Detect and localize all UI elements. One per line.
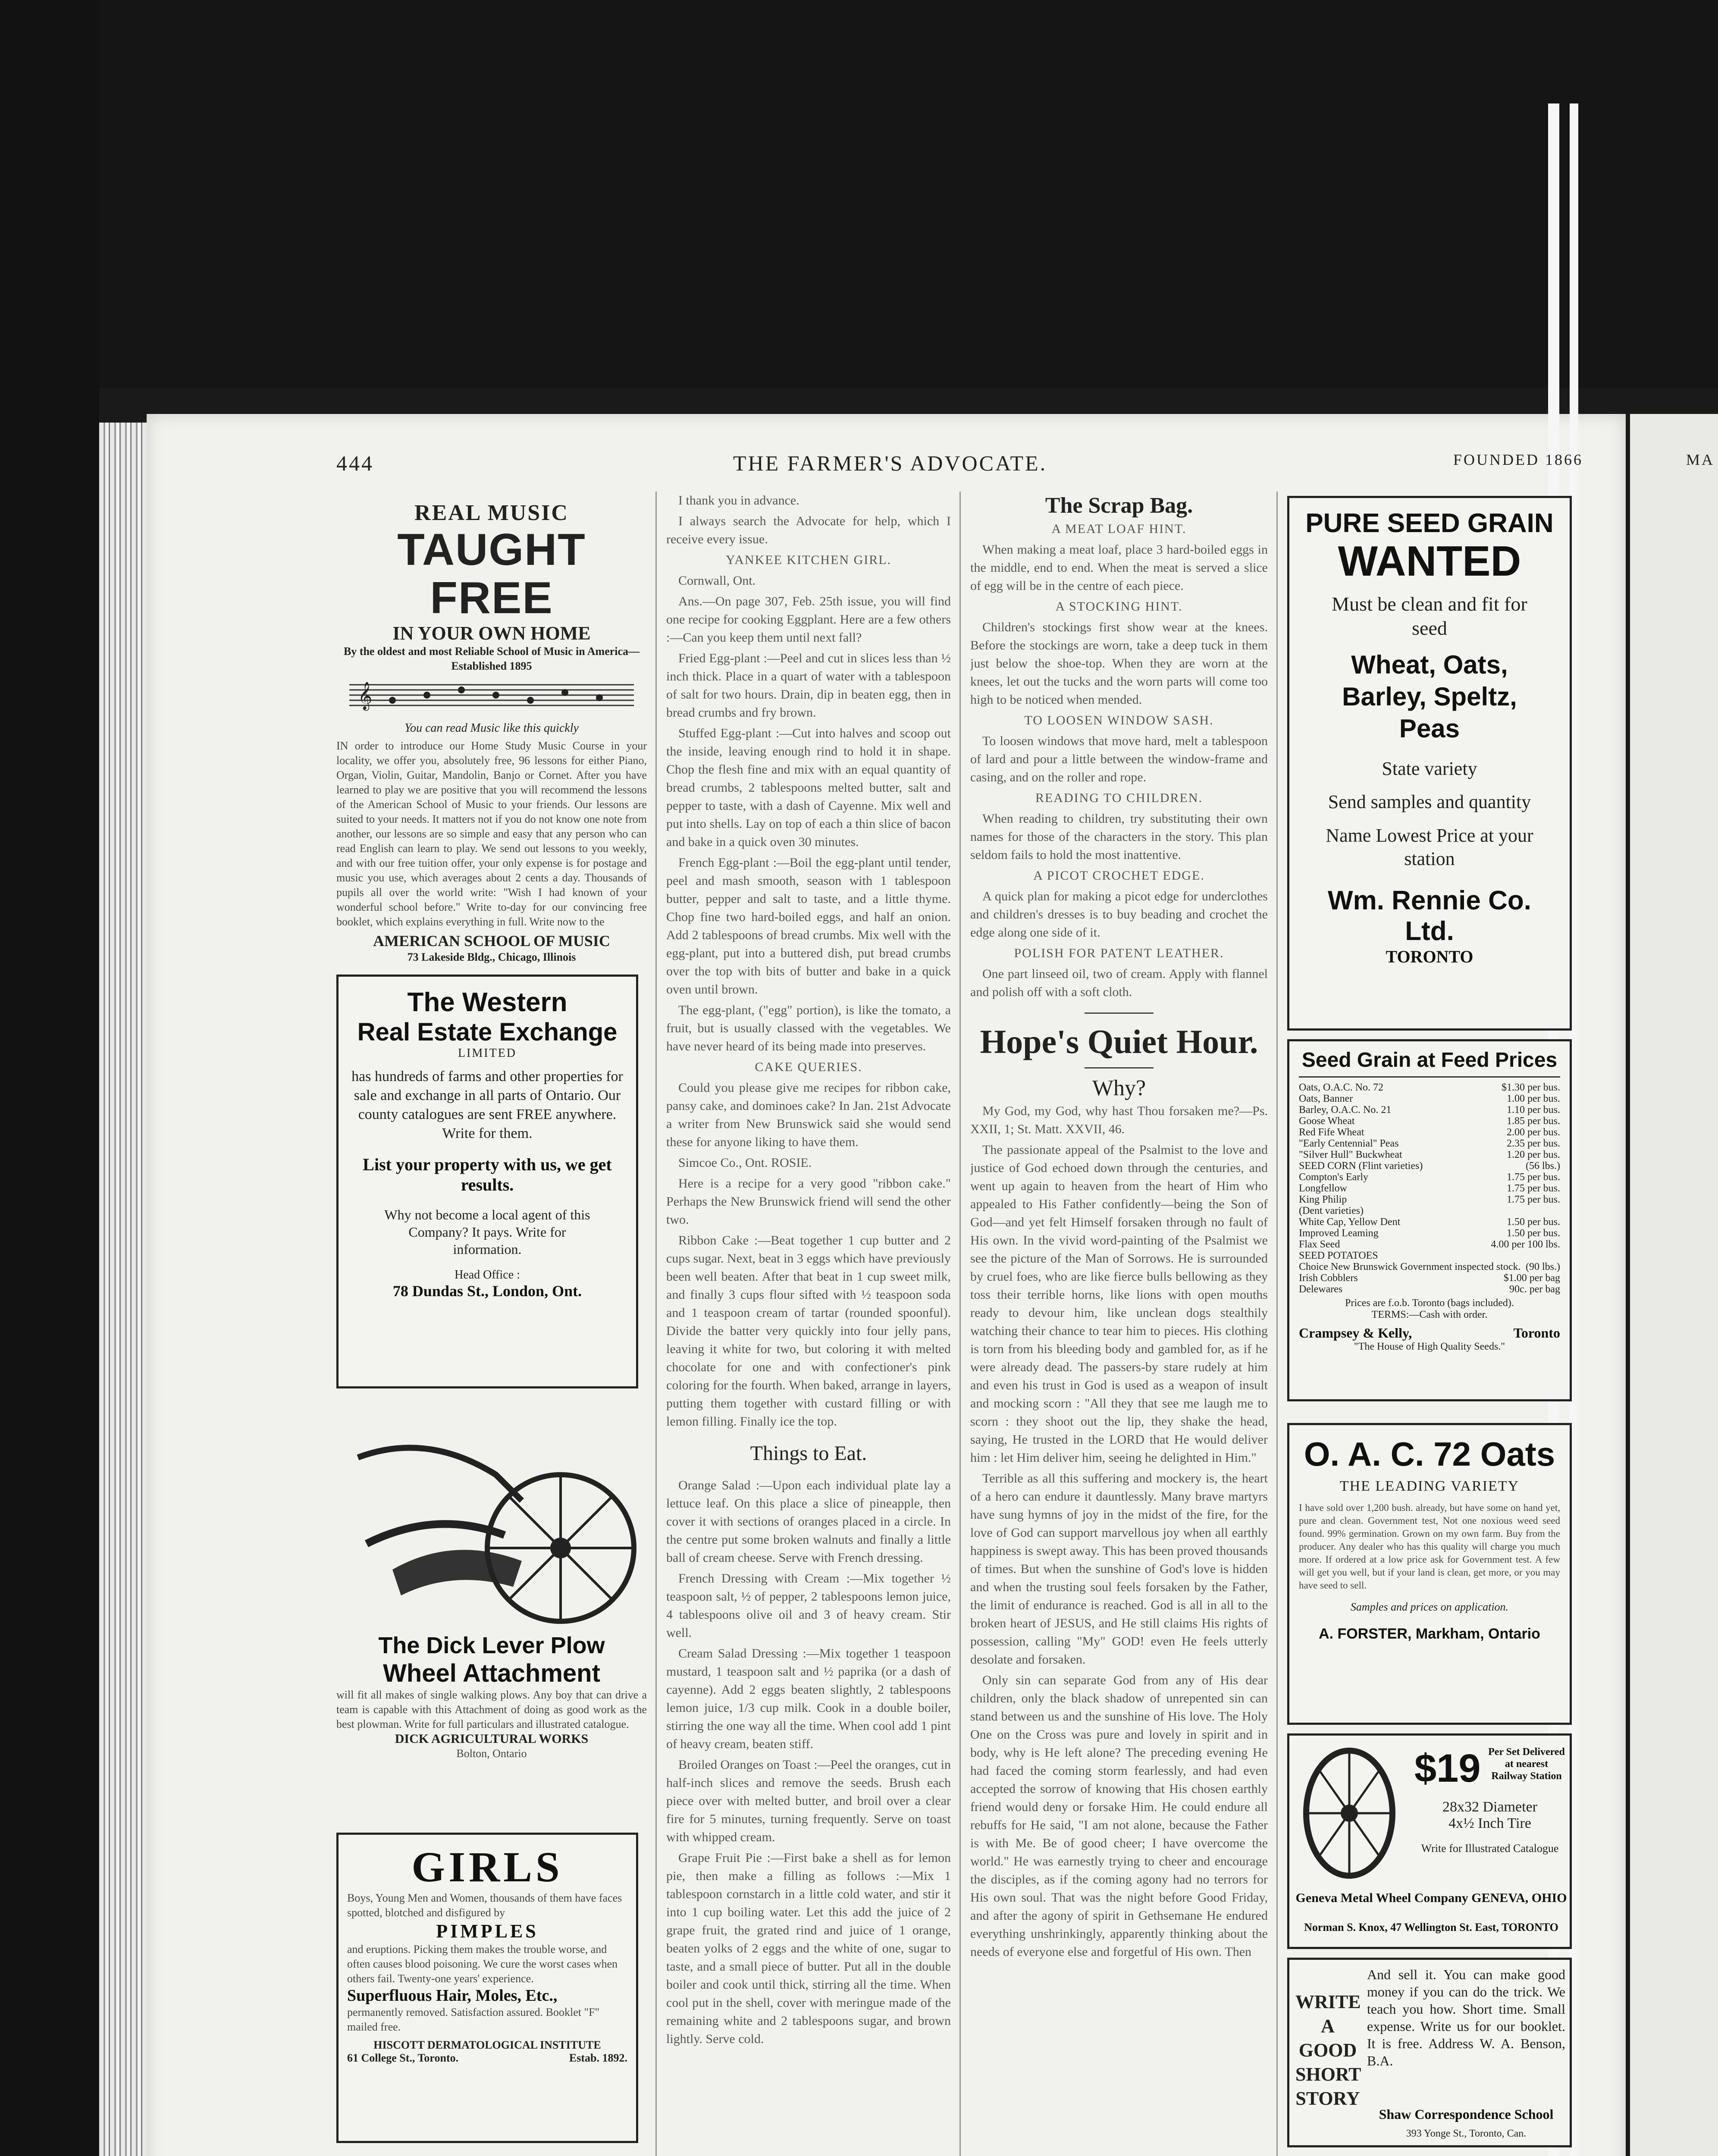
feed-prices-ad	[1287, 1039, 1572, 1401]
music-byline: By the oldest and most Reliable School of Music in America—Established 1895	[343, 645, 640, 672]
section-heading: CAKE QUERIES.	[755, 1060, 862, 1074]
hint-heading: A PICOT CROCHET EDGE.	[1033, 868, 1205, 883]
text-line: I thank you in advance.	[678, 493, 799, 508]
paragraph: Fried Egg-plant :—Peel and cut in slices less than ½ inch thick. Place in a quart of water with a tablespoon of salt for two hours. Drain, dip in beaten egg, then in bread crumbs and fry brown.	[666, 651, 951, 720]
feed-item-price: $1.30 per bus.	[1502, 1082, 1560, 1093]
feed-price-row	[1299, 1261, 1560, 1272]
paragraph: Stuffed Egg-plant :—Cut into halves and scoop out the inside, leaving enough rind to hold it in shape. Chop the flesh fine and mix with an equal quantity of bread crumbs, 2 tablespoons melted butter, salt and pepper to taste, with a dash of Cayenne. Mix well and put into shells. Lay on top of each a thin slice of bacon and bake in a quick oven 30 minutes.	[666, 726, 951, 849]
hint-body: One part linseed oil, two of cream. Apply with flannel and polish off with a soft cloth.	[970, 967, 1268, 999]
scrap-bag-heading: The Scrap Bag.	[1045, 493, 1193, 518]
feed-item-price: 2.00 per bus.	[1507, 1127, 1560, 1138]
feed-item-name: Goose Wheat	[1299, 1116, 1355, 1127]
realestate-ad	[336, 975, 638, 1388]
scan-background-left	[0, 0, 99, 2156]
realestate-title2: Real Estate Exchange	[357, 1018, 618, 1046]
feed-item-price: 1.50 per bus.	[1507, 1216, 1560, 1228]
paragraph: Simcoe Co., Ont. ROSIE.	[678, 1156, 812, 1170]
seed-grains: Wheat, Oats, Barley, Speltz, Peas	[1342, 650, 1517, 743]
plow-title1: The Dick Lever Plow	[378, 1633, 605, 1658]
girls-title: GIRLS	[411, 1843, 563, 1891]
wheel-spec2: 4x½ Inch Tire	[1448, 1815, 1531, 1831]
column-rule	[655, 492, 657, 2156]
hint-heading: POLISH FOR PATENT LEATHER.	[1014, 946, 1224, 960]
feed-item-name: Compton's Early	[1299, 1172, 1368, 1183]
feed-item-name: Red Fife Wheat	[1299, 1127, 1364, 1138]
realestate-limited: LIMITED	[458, 1047, 517, 1060]
seed-line4: Name Lowest Price at your station	[1326, 825, 1533, 869]
feed-item-name: Oats, O.A.C. No. 72	[1299, 1082, 1383, 1093]
recipes-column	[666, 492, 951, 2156]
feed-item-price: 1.00 per bus.	[1507, 1093, 1560, 1104]
music-body: IN order to introduce our Home Study Music Course in your locality, we offer you, absolutely free, 96 lessons for either Piano, Organ, Violin, Guitar, Mandolin, Banjo or Cornet. After you have learned to play we are positive that you will recommend the lessons of the American School of Music to your friends. Our lessons are suited to your needs. It matters not if you do not know one note from another, our lessons are so simple and easy that any person who can read English can learn to play. We send out lessons to you weekly, and with our free tuition offer, your only expense is for postage and music you use, which averages about 2 cents a day. Thousands of pupils all over the world write: "Wish I had known of your wonderful school before." Write to-day for our convincing free booklet, which explains everything in full. Write now to the	[336, 740, 647, 928]
paragraph: Ribbon Cake :—Beat together 1 cup butter and 2 cups sugar. Next, beat in 3 eggs which have previously been well beaten. After that beat in 1 cup sweet milk, and finally 3 cups flour sifted with ½ teaspoon soda and 1 teaspoon cream of tartar (rounded spoonful). Divide the batter very quickly into four jelly pans, leaving it white for two, but coloring it with melted chocolate for one and with confectioner's pink coloring for the fourth. When baked, arrange in layers, putting them together with custard filling or with lemon filling. Finally ice the top.	[666, 1233, 951, 1429]
realestate-title1: The Western	[407, 987, 567, 1017]
music-caption: You can read Music like this quickly	[404, 721, 579, 735]
paragraph: Terrible as all this suffering and mockery is, the heart of a hero can endure it dauntlessly. Many brave martyrs have sung hymns of joy in the midst of the fire, for the love of God can support marvellous joy when all earthly happiness is swept away. This has been proved thousands of times. But when the sunshine of God's love is hidden and when the trusting soul feels forsaken by the Father, the limit of endurance is reached. God is all in all to the broken heart of JESUS, and He still claims His rights of possession, calling "My" GOD! even He feels utterly desolate and forsaken.	[970, 1471, 1268, 1667]
hint-body: A quick plan for making a picot edge for underclothes and children's dresses is to buy beading and crochet the edge along one side of it.	[970, 889, 1268, 940]
music-headline: TAUGHT FREE	[397, 525, 586, 623]
feed-price-row	[1299, 1127, 1560, 1138]
feed-item-name: Improved Leaming	[1299, 1228, 1379, 1239]
story-address: 393 Yonge St., Toronto, Can.	[1406, 2128, 1527, 2139]
seed-title1: PURE SEED GRAIN	[1305, 508, 1554, 538]
hint-body: When making a meat loaf, place 3 hard-boiled eggs in the middle, end to end. When the meat is served a slice of egg will be in the centre of each piece.	[970, 542, 1268, 593]
paragraph: French Egg-plant :—Boil the egg-plant until tender, peel and mash smooth, season with 1 tablespoon butter, pepper and salt to taste, and a little thyme. Chop fine two hard-boiled eggs, and half an onion. Add 2 tablespoons of bread crumbs. Mix well with the egg-plant, put into a buttered dish, put bread crumbs over the top with bits of butter and bake in a quick oven until brown.	[666, 856, 951, 997]
seed-wanted-ad	[1287, 496, 1572, 1031]
feed-item-price: 1.75 per bus.	[1507, 1183, 1560, 1194]
letter-place: Cornwall, Ont.	[678, 573, 756, 588]
wheel-illustration	[1295, 1744, 1403, 1882]
feed-item-name: Barley, O.A.C. No. 21	[1299, 1104, 1392, 1116]
hint-body: To loosen windows that move hard, melt a tablespoon of lard and pour a little between the window-frame and casing, and on the roller and rope.	[970, 734, 1268, 784]
scan-background-top	[0, 0, 1718, 388]
music-address: 73 Lakeside Bldg., Chicago, Illinois	[407, 951, 576, 963]
realestate-body: has hundreds of farms and other properties for sale and exchange in all parts of Ontario. Our county catalogues are sent FREE anywhere. Write for them.	[351, 1069, 623, 1141]
girls-line3: permanently removed. Satisfaction assured. Booklet "F" mailed free.	[347, 2006, 600, 2033]
oac-body: I have sold over 1,200 bush. already, but have some on hand yet, pure and clean. Government test, Not one noxious weed seed found. 99% germination. Grown on my own farm. Buy from the producer. Any dealer who has this quality will charge you much more. If ordered at a low price ask for Government test. A few will get you well, but if your land is clean, get more, or you may have seed to sell.	[1299, 1502, 1560, 1591]
feed-price-row	[1299, 1194, 1560, 1205]
realestate-office: 78 Dundas St., London, Ont.	[392, 1282, 582, 1300]
paragraph: Could you please give me recipes for ribbon cake, pansy cake, and dominoes cake? In Jan. 21st Advocate a writer from New Brunswick said she would send these for anyone liking to have them.	[666, 1081, 951, 1149]
feed-item-name: SEED POTATOES	[1299, 1250, 1378, 1261]
plow-ad	[336, 1406, 647, 1761]
feed-item-price: 2.35 per bus.	[1507, 1138, 1560, 1149]
plow-illustration	[341, 1406, 643, 1630]
feed-item-name: Flax Seed	[1299, 1239, 1340, 1250]
realestate-cta: List your property with us, we get results.	[363, 1155, 612, 1194]
feed-item-name: "Early Centennial" Peas	[1299, 1138, 1399, 1149]
hint-body: When reading to children, try substituting their own names for those of the characters in the story. This plan seldom fails to hold the most inattentive.	[970, 812, 1268, 862]
seed-line1: Must be clean and fit for seed	[1332, 593, 1527, 639]
girls-line1: Boys, Young Men and Women, thousands of them have faces spotted, blotched and disfigured by	[347, 1892, 622, 1919]
hint-heading: A STOCKING HINT.	[1055, 599, 1183, 614]
page-number: 444	[336, 451, 374, 475]
feed-motto: "The House of High Quality Seeds."	[1354, 1341, 1505, 1352]
feed-item-price: (90 lbs.)	[1526, 1261, 1560, 1272]
story-word: A	[1321, 2015, 1335, 2037]
story-word: GOOD	[1298, 2040, 1357, 2061]
next-page-strip	[1630, 414, 1718, 2156]
hint-heading: A MEAT LOAF HINT.	[1051, 522, 1187, 536]
feed-note2: TERMS:—Cash with order.	[1371, 1309, 1488, 1320]
feed-item-price: (56 lbs.)	[1526, 1160, 1560, 1172]
music-sub: IN YOUR OWN HOME	[392, 623, 591, 644]
music-ad	[336, 500, 647, 965]
paragraph: Orange Salad :—Upon each individual plate lay a lettuce leaf. On this place a slice of pineapple, then cover it with sections of oranges placed in a circle. In the centre put some broken walnuts and finally a little ball of cream cheese. Serve with French dressing.	[666, 1478, 951, 1565]
divider	[1085, 1067, 1154, 1069]
feed-item-name: Longfellow	[1299, 1183, 1347, 1194]
feed-item-price: 1.50 per bus.	[1507, 1228, 1560, 1239]
founded-label: FOUNDED 1866	[1453, 451, 1583, 468]
wheel-write: Write for Illustrated Catalogue	[1421, 1842, 1559, 1855]
girls-estab: Estab. 1892.	[569, 2052, 627, 2064]
feed-price-row	[1299, 1216, 1560, 1228]
feed-item-name: Irish Cobblers	[1299, 1272, 1358, 1284]
seed-line2: State variety	[1382, 758, 1477, 779]
svg-text:𝄞: 𝄞	[358, 683, 373, 709]
things-to-eat-heading: Things to Eat.	[750, 1442, 867, 1465]
paragraph: The egg-plant, ("egg" portion), is like the tomato, a fruit, but is usually classed with the vegetables. We have never heard of its being made into preserves.	[666, 1003, 951, 1053]
feed-item-name: SEED CORN (Flint varieties)	[1299, 1160, 1423, 1172]
girls-pimples: PIMPLES	[436, 1921, 539, 1942]
scrap-bag-column	[970, 492, 1268, 2156]
paragraph: Here is a recipe for a very good "ribbon cake." Perhaps the New Brunswick friend will send the other two.	[666, 1176, 951, 1227]
hopes-quiet-hour-heading: Hope's Quiet Hour.	[980, 1023, 1258, 1060]
girls-institute: HISCOTT DERMATOLOGICAL INSTITUTE	[373, 2039, 601, 2051]
girls-ad	[336, 1833, 638, 2143]
hint-body: Children's stockings first show wear at the knees. Before the stockings are worn, take a deep tuck in them just below the shoe-top. When they are worn at the knees, let out the tucks and the worn parts will come too high to be noticed when mended.	[970, 620, 1268, 707]
seed-company: Wm. Rennie Co. Ltd.	[1328, 886, 1531, 946]
feed-price-row	[1299, 1138, 1560, 1149]
divider	[1299, 1076, 1560, 1078]
girls-line2: and eruptions. Picking them makes the trouble worse, and often causes blood poisoning. We cure the worst cases when others fail. Twenty-one years' experience.	[347, 1943, 618, 1985]
paragraph: Only sin can separate God from any of His dear children, only the black shadow of unrepented sin can stand between us and the sunshine of His love. The Holy One on the Cross was pure and lovely in spirit and in body, why is He left alone? The preceding evening He had faced the coming storm fearlessly, and had even accepted the sorrow of knowing that His chosen earthly friend would deny or forsake Him. He could endure all rebuffs for He said, "I am not alone, because the Father is with Me. Be of good cheer; I have overcome the world." He was earnestly trying to cheer and encourage the disciples, as if the coming agony had no terrors for His own soul. That was the night before Good Friday, and after the agony of spirit in Gethsemane He endured everything unshrinkingly, apparently thinking about the needs of everyone else and forgetful of His own. Then	[970, 1673, 1268, 1959]
oac-name: A. FORSTER, Markham, Ontario	[1319, 1626, 1540, 1642]
story-word: STORY	[1295, 2088, 1360, 2109]
short-story-ad	[1287, 1958, 1572, 2147]
oac-sub: THE LEADING VARIETY	[1339, 1478, 1520, 1494]
story-left-words	[1295, 1990, 1360, 2111]
girls-address: 61 College St., Toronto.	[347, 2052, 459, 2064]
story-body: And sell it. You can make good money if you can do the trick. We teach you how. Short time. Small expense. Write us for our booklet. It is free. Address W. A. Benson, B.A.	[1367, 1967, 1565, 2068]
text-line: I always search the Advocate for help, which I receive every issue.	[666, 514, 951, 546]
feed-item-price: 1.20 per bus.	[1507, 1149, 1560, 1160]
feed-item-price: 1.10 per bus.	[1507, 1104, 1560, 1116]
feed-item-price: 1.75 per bus.	[1507, 1194, 1560, 1205]
feed-price-row	[1299, 1272, 1560, 1284]
hint-heading: TO LOOSEN WINDOW SASH.	[1024, 713, 1214, 727]
feed-company: Crampsey & Kelly,	[1299, 1325, 1412, 1341]
feed-item-name: Choice New Brunswick Government inspected stock.	[1299, 1261, 1521, 1272]
why-heading: Why?	[1092, 1076, 1146, 1100]
oac-oats-ad	[1287, 1423, 1572, 1725]
feed-price-row	[1299, 1149, 1560, 1160]
feed-item-name: Delewares	[1299, 1284, 1343, 1295]
paragraph: French Dressing with Cream :—Mix together ½ teaspoon salt, ½ of pepper, 2 tablespoons lemon juice, 4 tablespoons olive oil and 3 of heavy cream. Stir well.	[666, 1571, 951, 1640]
next-page-head: MA	[1686, 451, 1715, 468]
column-rule	[1276, 492, 1278, 2156]
plow-place: Bolton, Ontario	[456, 1747, 527, 1760]
divider	[1085, 1012, 1154, 1014]
wheel-spec1: 28x32 Diameter	[1442, 1799, 1537, 1815]
seed-line3: Send samples and quantity	[1328, 791, 1531, 812]
music-kicker: REAL MUSIC	[414, 501, 569, 525]
feed-item-price: 4.00 per 100 lbs.	[1491, 1239, 1560, 1250]
seed-title2: WANTED	[1338, 537, 1521, 585]
feed-price-row	[1299, 1250, 1560, 1261]
music-school: AMERICAN SCHOOL OF MUSIC	[373, 932, 610, 950]
feed-price-row	[1299, 1228, 1560, 1239]
wheel-per: Per Set Delivered at nearest Railway Station	[1488, 1746, 1565, 1782]
music-staff-illustration	[341, 676, 643, 719]
paragraph: Cream Salad Dressing :—Mix together 1 teaspoon mustard, 1 teaspoon salt and ½ paprika (or a dash of cayenne). Add 2 eggs beaten slightly, 2 tablespoons lemon juice, 1/3 cup milk. Cook in a double boiler, stirring the one way all the time. When cool add 1 pint of heavy cream, beaten stiff.	[666, 1646, 951, 1751]
book-page-edges	[99, 423, 151, 2156]
paragraph: Grape Fruit Pie :—First bake a shell as for lemon pie, then make a filling as follows :—Mix 1 tablespoon cornstarch in a little cold water, and stir it into 1 cup boiling water. Let this add the juice of 2 grape fruit, the grated rind and juice of 1 orange, beaten yolks of 2 eggs and the white of one, sugar to taste, and a small piece of butter. Put all in the double boiler and cook until thick, stirring all the time. When cool put in the shell, cover with meringue made of the remaining white and 2 tablespoons sugar, and brown lightly. Serve cold.	[666, 1851, 951, 2046]
girls-superfluous: Superfluous Hair, Moles, Etc.,	[347, 1987, 558, 2005]
feed-price-row	[1299, 1239, 1560, 1250]
letter-signature: YANKEE KITCHEN GIRL.	[725, 553, 892, 567]
paragraph: The passionate appeal of the Psalmist to the love and justice of God echoed down through the centuries, and went up again to heaven from the heart of Him who appealed to His Father confidently—being the Son of God—and yet felt Himself forsaken through no fault of His own. In the vivid word-painting of the Psalmist we see the picture of the Man of Sorrows. He is surrounded by cruel foes, who are like fierce bulls bellowing as they toss their terrible horns, like lions with open mouths ready to devour him, like unclean dogs stealthily watching their chance to tear him to pieces. His clothing is torn from his bleeding body and gambled for, as if he were already dead. The passers-by stare rudely at him and even his trust in God is used as a weapon of insult and mocking scorn : "All they that see me laugh me to scorn : they shoot out the lip, they shake the head, saying, He trusted in the LORD that He would deliver him : let Him deliver him, seeing he delighted in Him."	[970, 1143, 1268, 1465]
feed-price-row	[1299, 1160, 1560, 1172]
feed-item-name: King Philip	[1299, 1194, 1347, 1205]
feed-price-row	[1299, 1172, 1560, 1183]
feed-price-list	[1299, 1082, 1560, 1295]
verse: My God, my God, why hast Thou forsaken me?—Ps. XXII, 1; St. Matt. XXVII, 46.	[970, 1104, 1268, 1136]
feed-price-row	[1299, 1284, 1560, 1295]
feed-item-price: 1.85 per bus.	[1507, 1116, 1560, 1127]
plow-body: will fit all makes of single walking plows. Any boy that can drive a team is capable with this Attachment of doing as good work as the best plowman. Write for full particulars and illustrated catalogue.	[336, 1689, 647, 1730]
story-word: WRITE	[1295, 1991, 1361, 2012]
feed-price-row	[1299, 1093, 1560, 1104]
feed-item-price: 90c. per bag	[1509, 1284, 1560, 1295]
feed-item-name: "Silver Hull" Buckwheat	[1299, 1149, 1402, 1160]
metal-wheel-ad	[1287, 1733, 1572, 1949]
feed-item-name: White Cap, Yellow Dent	[1299, 1216, 1401, 1228]
feed-price-row	[1299, 1082, 1560, 1093]
oac-note: Samples and prices on application.	[1350, 1601, 1509, 1613]
story-word: SHORT	[1295, 2064, 1361, 2085]
feed-city: Toronto	[1513, 1325, 1560, 1341]
paragraph: Ans.—On page 307, Feb. 25th issue, you will find one recipe for cooking Eggplant. Here are a few others :—Can you keep them until next fall?	[666, 594, 951, 645]
paragraph: Broiled Oranges on Toast :—Peel the oranges, cut in half-inch slices and remove the seeds. Brush each piece over with melted butter, and broil over a clear fire for 5 minutes, turning frequently. Serve on toast with whipped cream.	[666, 1758, 951, 1844]
feed-item-name: Oats, Banner	[1299, 1093, 1353, 1104]
feed-price-row	[1299, 1104, 1560, 1116]
column-rule	[959, 492, 961, 2156]
feed-item-price: $1.00 per bag	[1503, 1272, 1560, 1284]
wheel-price: $19	[1414, 1746, 1481, 1790]
hint-heading: READING TO CHILDREN.	[1035, 791, 1203, 805]
realestate-agent: Why not become a local agent of this Company? It pays. Write for information.	[384, 1207, 590, 1257]
feed-item-price: 1.75 per bus.	[1507, 1172, 1560, 1183]
feed-price-row	[1299, 1116, 1560, 1127]
realestate-office-label: Head Office :	[455, 1268, 520, 1282]
feed-note1: Prices are f.o.b. Toronto (bags included).	[1345, 1297, 1514, 1309]
plow-company: DICK AGRICULTURAL WORKS	[395, 1732, 589, 1746]
feed-item-name: (Dent varieties)	[1299, 1205, 1364, 1216]
story-school: Shaw Correspondence School	[1379, 2106, 1554, 2122]
wheel-agent: Norman S. Knox, 47 Wellington St. East, TORONTO	[1304, 1921, 1558, 1934]
feed-title: Seed Grain at Feed Prices	[1301, 1049, 1558, 1072]
seed-city: TORONTO	[1386, 947, 1473, 966]
plow-title2: Wheel Attachment	[383, 1659, 600, 1687]
oac-title: O. A. C. 72 Oats	[1304, 1435, 1555, 1473]
page-title: THE FARMER'S ADVOCATE.	[733, 451, 1047, 475]
wheel-company: Geneva Metal Wheel Company GENEVA, OHIO	[1295, 1891, 1567, 1905]
feed-price-row	[1299, 1183, 1560, 1194]
feed-price-row	[1299, 1205, 1560, 1216]
